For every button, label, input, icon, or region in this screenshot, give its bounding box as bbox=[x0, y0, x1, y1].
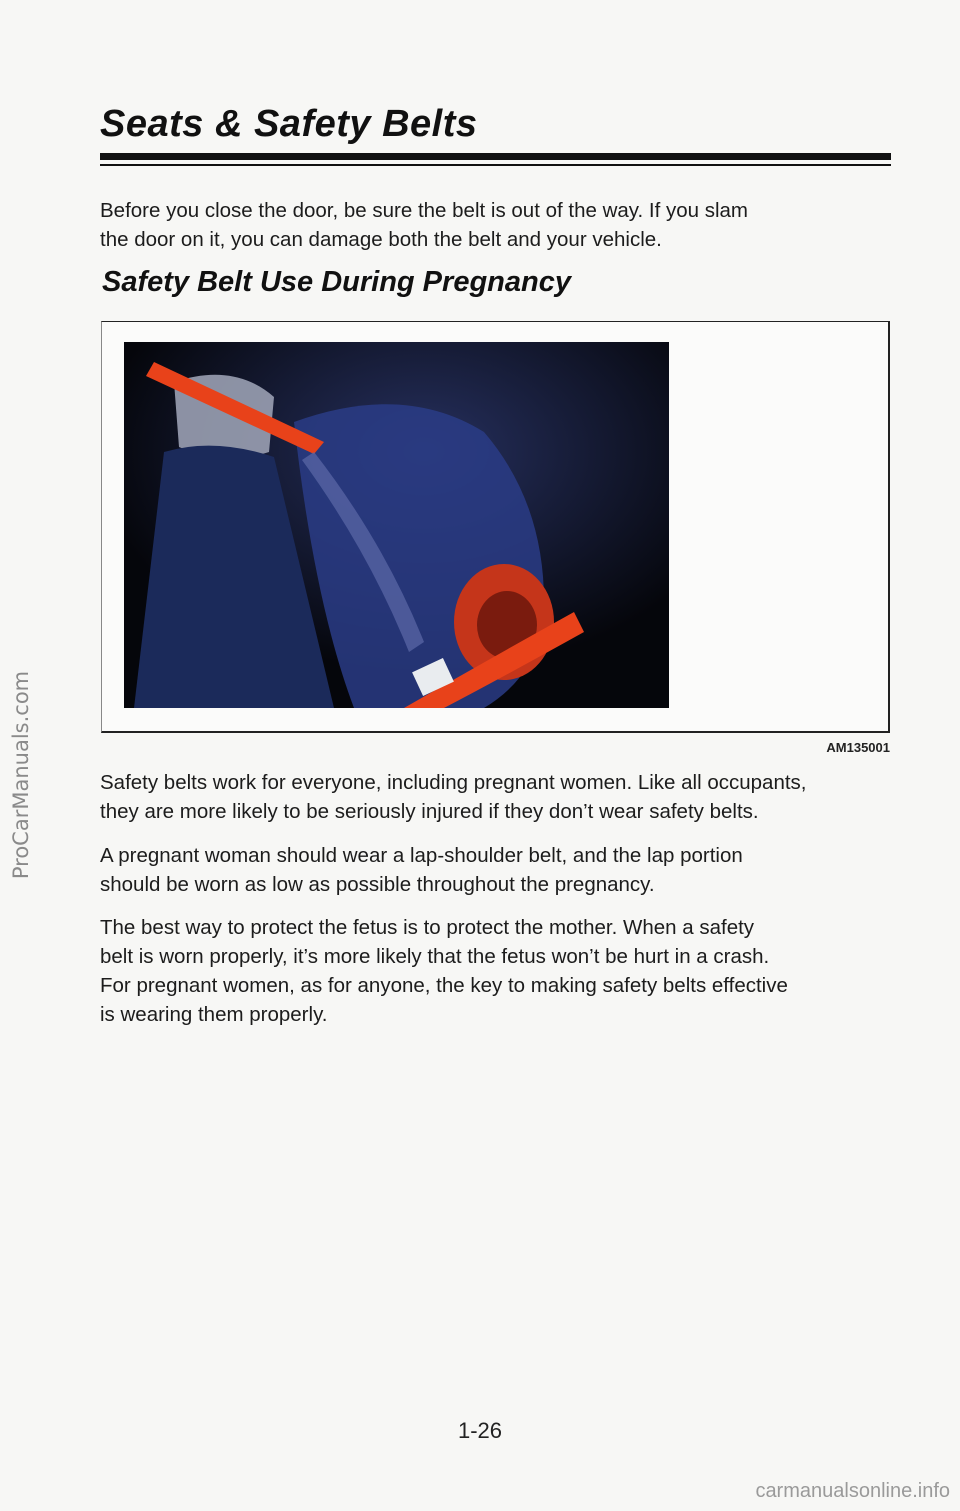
paragraph-2-line-2: should be worn as low as possible throughout the pregnancy. bbox=[100, 873, 655, 896]
title-rule bbox=[100, 153, 891, 160]
page-number: 1-26 bbox=[457, 1418, 503, 1443]
side-watermark bbox=[4, 610, 38, 940]
figure-illustration bbox=[124, 342, 669, 708]
paragraph-3-line-3: For pregnant women, as for anyone, the key to making safety belts effective bbox=[100, 974, 788, 997]
paragraph-3 bbox=[100, 913, 890, 1029]
paragraph-1-line-2: they are more likely to be seriously injured if they don’t wear safety belts. bbox=[100, 800, 759, 823]
pregnant-belt-illustration bbox=[124, 342, 669, 708]
intro-paragraph bbox=[100, 196, 890, 254]
paragraph-3-line-1: The best way to protect the fetus is to protect the mother. When a safety bbox=[100, 916, 755, 939]
paragraph-3-line-2: belt is worn properly, it’s more likely that the fetus won’t be hurt in a crash. bbox=[100, 945, 770, 968]
title-rule-thin bbox=[100, 164, 891, 166]
intro-line-1: Before you close the door, be sure the belt is out of the way. If you slam bbox=[100, 199, 749, 222]
figure-code: AM135001 bbox=[826, 740, 890, 755]
bottom-watermark: carmanualsonline.info bbox=[755, 1480, 950, 1502]
paragraph-2 bbox=[100, 841, 890, 899]
subheading: Safety Belt Use During Pregnancy bbox=[102, 266, 571, 298]
paragraph-2-line-1: A pregnant woman should wear a lap-shoulder belt, and the lap portion bbox=[100, 844, 743, 867]
paragraph-3-line-4: is wearing them properly. bbox=[100, 1003, 328, 1026]
paragraph-1-line-1: Safety belts work for everyone, including pregnant women. Like all occupants, bbox=[100, 771, 807, 794]
section-title: Seats & Safety Belts bbox=[100, 103, 478, 145]
side-watermark-text: ProCarManuals.com bbox=[9, 670, 34, 880]
intro-line-2: the door on it, you can damage both the belt and your vehicle. bbox=[100, 228, 662, 251]
paragraph-1 bbox=[100, 768, 890, 826]
